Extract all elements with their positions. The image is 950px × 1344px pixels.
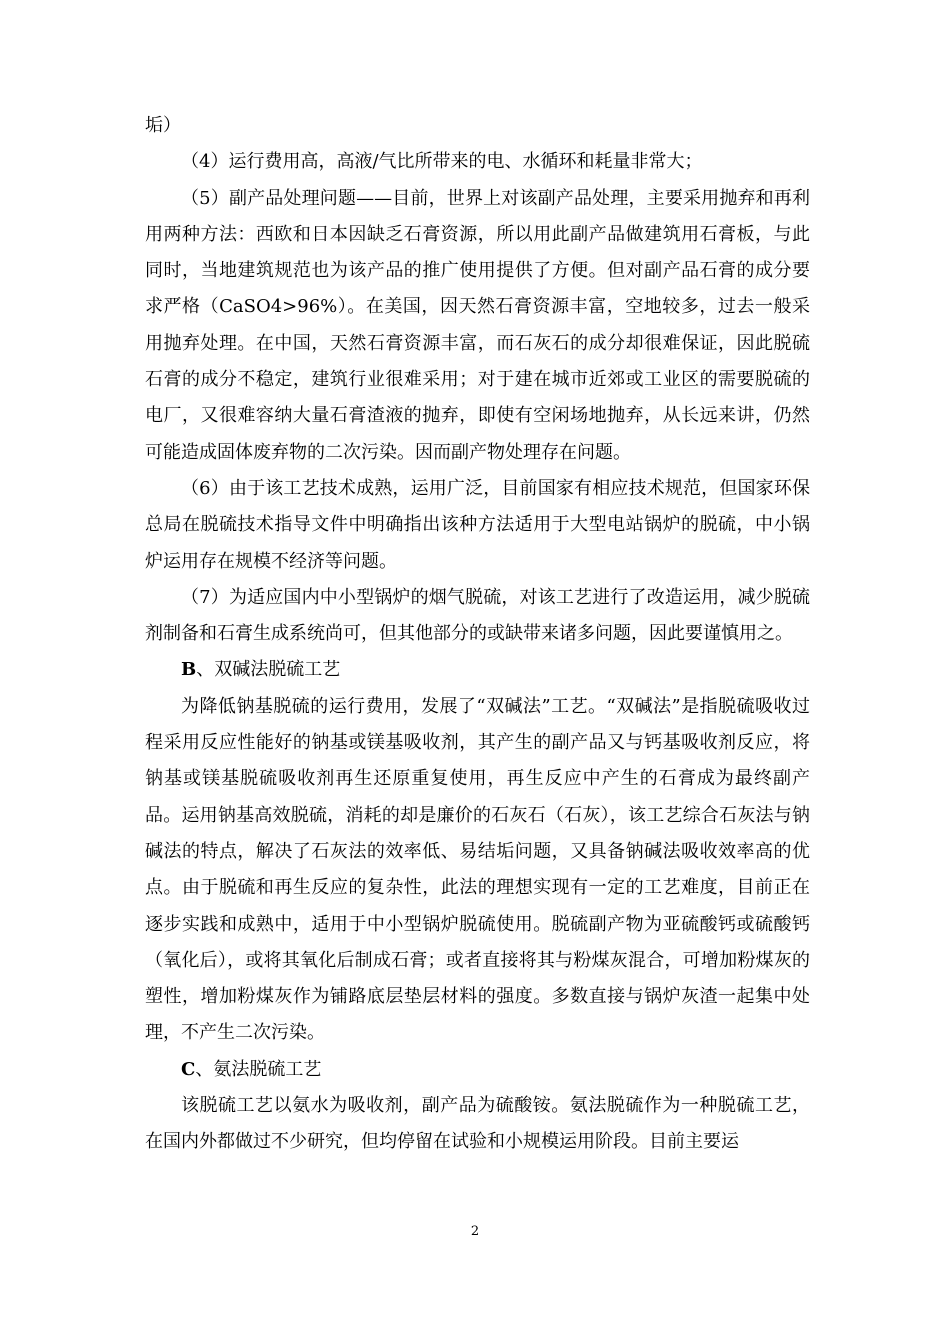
paragraph-double-alkali: 为降低钠基脱硫的运行费用，发展了“双碱法”工艺。“双碱法”是指脱硫吸收过程采用反应性能好的钠基或镁基吸收剂，其产生的副产品又与钙基吸收剂反应，将钠基或镁基脱硫吸收剂再生还原重复使用，再生反应中产生的石膏成为最终副产品。运用钠基高效脱硫，消耗的却是廉价的石灰石（石灰），该工艺综合石灰法与钠碱法的特点，解决了石灰法的效率低、易结垢问题，又具备钠碱法吸收效率高的优点。由于脱硫和再生反应的复杂性，此法的理想实现有一定的工艺难度，目前正在逐步实践和成熟中，适用于中小型锅炉脱硫使用。脱硫副产物为亚硫酸钙或硫酸钙（氧化后），或将其氧化后制成石膏；或者直接将其与粉煤灰混合，可增加粉煤灰的塑性，增加粉煤灰作为铺路底层垫层材料的强度。多数直接与锅炉灰渣一起集中处理，不产生二次污染。 (145, 695, 810, 1044)
paragraph-item-6: （6）由于该工艺技术成熟，运用广泛，目前国家有相应技术规范，但国家环保总局在脱硫技术指导文件中明确指出该种方法适用于大型电站锅炉的脱硫，中小锅炉运用存在规模不经济等问题。 (145, 477, 810, 572)
section-heading-title: 、双碱法脱硫工艺 (196, 659, 341, 681)
paragraph-item-7: （7）为适应国内中小型锅炉的烟气脱硫，对该工艺进行了改造运用，减少脱硫剂制备和石膏生成系统尚可，但其他部分的或缺带来诸多问题，因此要谨慎用之。 (145, 586, 810, 645)
paragraph-continuation: 垢） (145, 115, 181, 136)
section-heading-title: 、氨法脱硫工艺 (195, 1058, 322, 1080)
document-body (145, 108, 810, 1161)
section-heading-letter: C (181, 1058, 196, 1080)
paragraph-item-5: （5）副产品处理问题——目前，世界上对该副产品处理，主要采用抛弃和再利用两种方法：西欧和日本因缺乏石膏资源，所以用此副产品做建筑用石膏板，与此同时，当地建筑规范也为该产品的推广使用提供了方便。但对副产品石膏的成分要求严格（CaSO4>96%）。在美国，因天然石膏资源丰富，空地较多，过去一般采用抛弃处理。在中国，天然石膏资源丰富，而石灰石的成分却很难保证，因此脱硫石膏的成分不稳定，建筑行业很难采用；对于建在城市近郊或工业区的需要脱硫的电厂，又很难容纳大量石膏渣液的抛弃，即使有空闲场地抛弃，从长远来讲，仍然可能造成固体废弃物的二次污染。因而副产物处理存在问题。 (145, 187, 810, 463)
paragraph-ammonia: 该脱硫工艺以氨水为吸收剂，副产品为硫酸铵。氨法脱硫作为一种脱硫工艺，在国内外都做过不少研究，但均停留在试验和小规模运用阶段。目前主要运 (145, 1095, 810, 1153)
section-heading-b (145, 652, 810, 688)
section-heading-c (145, 1052, 810, 1088)
page-number: 2 (470, 1224, 480, 1239)
section-heading-letter: B (181, 659, 197, 681)
paragraph-item-4: （4）运行费用高，高液/气比所带来的电、水循环和耗量非常大； (181, 151, 703, 173)
